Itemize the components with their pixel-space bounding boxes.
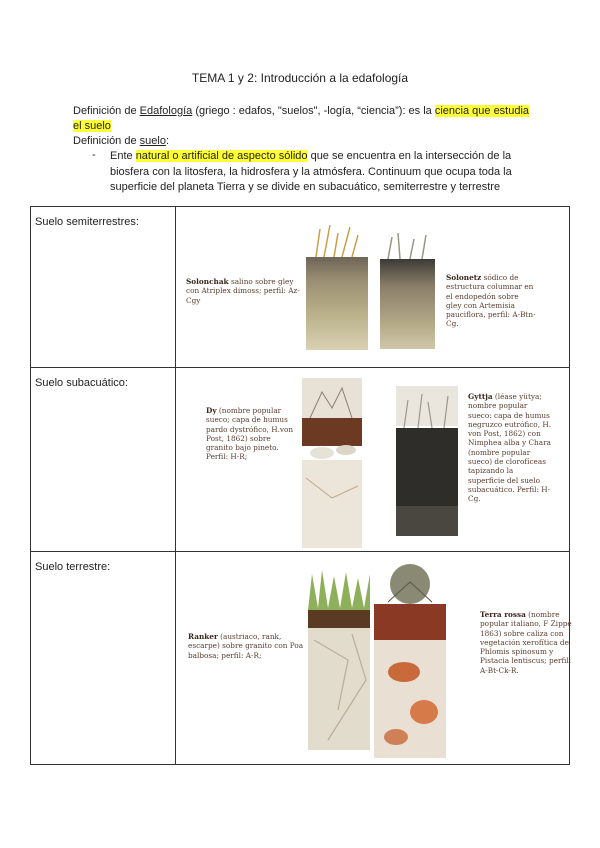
- def1-term: Edafología: [139, 105, 193, 117]
- solonchak-profile-illustration: [306, 225, 368, 350]
- gyttja-profile-illustration: [396, 386, 458, 536]
- caption-gyttja: Gyttja (léase yütya; nombre popular sueco: capa de humus negruzco eutrófico, H. von Post, 1862) con Nimphea alba y Chara (nombre popular sueco) de clorofíceas tapizando la superficie del suelo subacuático. Perfil: H-Cg.: [468, 392, 552, 504]
- bullet-highlight: natural o artificial de aspecto sólido: [135, 150, 308, 162]
- page-title: TEMA 1 y 2: Introducción a la edafología: [191, 71, 409, 85]
- terra-rossa-profile-illustration: [374, 562, 446, 758]
- caption-ranker: Ranker (austriaco, rank, escarpe) sobre granito con Poa balbosa; perfil: A-R;: [188, 632, 304, 660]
- caption-solonetz: Solonetz sódico de estructura columnar en el endopedón sobre gley con Artemisia pauciflora, perfil: A-Btn-Cg.: [446, 273, 536, 329]
- row-label: Suelo semiterrestres:: [35, 216, 139, 228]
- bullet-text: [110, 149, 530, 196]
- row-label: Suelo subacuático:: [35, 377, 128, 389]
- def1-highlight: ciencia que estudia el suelo: [73, 105, 530, 132]
- image-cell: [176, 368, 570, 552]
- soil-table: [30, 206, 570, 765]
- solonetz-profile-illustration: [380, 229, 435, 349]
- row-label-cell: [31, 207, 176, 368]
- definition-edafologia: [73, 104, 533, 134]
- table-row: [31, 207, 570, 368]
- def2-suffix: :: [165, 135, 170, 147]
- def1-middle: (griego : edafos, "suelos", -logía, “ciencia”): es la: [192, 105, 435, 117]
- ranker-profile-illustration: [308, 570, 370, 750]
- table-row: [31, 368, 570, 552]
- def2-prefix: Definición de: [73, 135, 140, 147]
- row-label-cell: [31, 552, 176, 765]
- table-row: [31, 552, 570, 765]
- image-cell: [176, 552, 570, 765]
- bullet-rest: que se encuentra en la intersección de la biosfera con la litosfera, la hidrosfera y la atmósfera. Continuum que ocupa toda la superficie del planeta Tierra y se divide en subacuático, semiterrestre y terrestre: [110, 150, 512, 193]
- bullet-marker: -: [92, 149, 96, 161]
- caption-dy: Dy (nombre popular sueco; capa de humus pardo dystrófico, H.von Post, 1862) sobre granito bajo pineto. Perfil: H-R;: [206, 406, 294, 462]
- bullet-lead: Ente: [110, 150, 136, 162]
- def2-term: suelo: [139, 135, 166, 147]
- row-label-cell: [31, 368, 176, 552]
- image-cell: [176, 207, 570, 368]
- def1-prefix: Definición de: [73, 105, 140, 117]
- caption-solonchak: Solonchak salino sobre gley con Atriplex dimoss; perfil: Az-Cgy: [186, 277, 300, 305]
- row-label: Suelo terrestre:: [35, 561, 111, 573]
- dy-profile-illustration: [302, 378, 362, 548]
- caption-terra-rossa: Terra rossa (nombre popular italiano, F Zippe 1863) sobre caliza con vegetación xerofítica de Phlomis spinosum y Pistacia lentiscus; perfil: A-Bt-Ck-R.: [480, 610, 572, 675]
- definition-suelo: [73, 134, 533, 149]
